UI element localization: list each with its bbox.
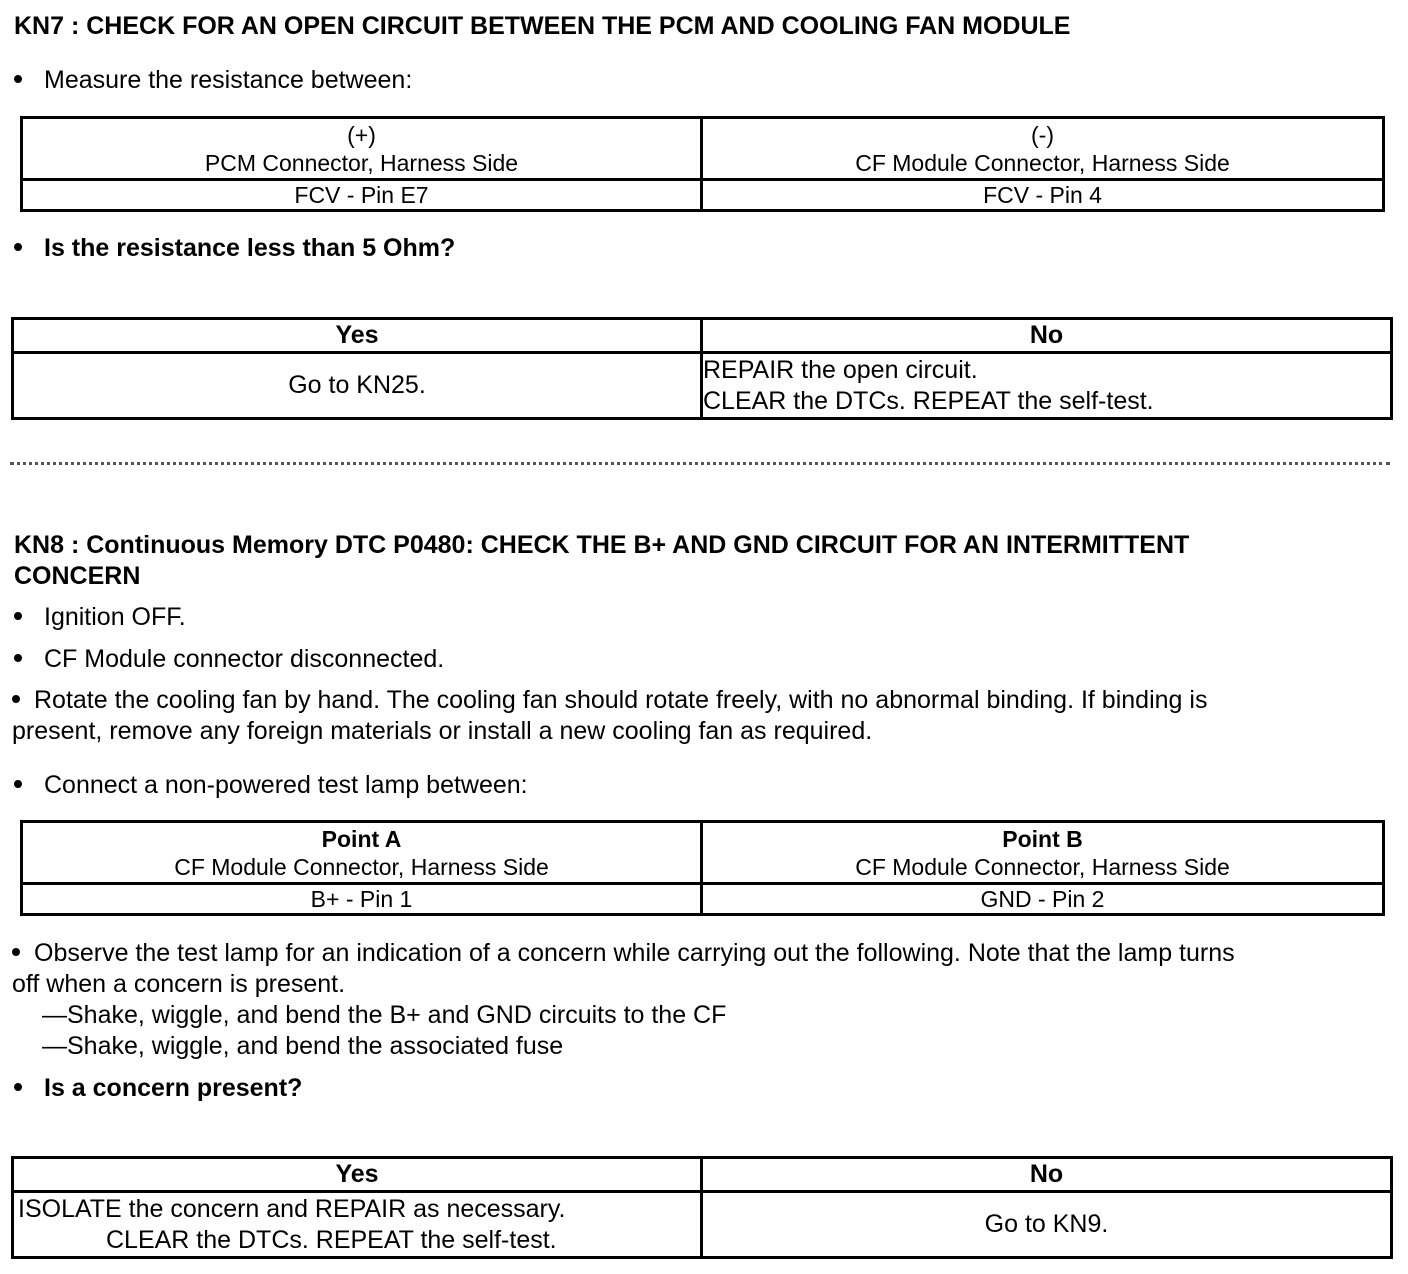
kn8-no-action: Go to KN9. [702,1192,1392,1258]
kn8-step-ignition [14,602,186,633]
kn7-meas-left-pin: FCV - Pin E7 [22,180,702,211]
bullet-icon [14,612,22,620]
bullet-icon [14,1083,22,1091]
kn7-yes-header: Yes [13,319,702,353]
kn8-lamp-left-pin: B+ - Pin 1 [22,884,702,915]
kn8-yes-action [13,1192,702,1258]
kn7-step-measure [14,65,412,96]
kn8-heading-line2: CONCERN [14,562,141,590]
kn7-result-table [11,317,1393,420]
kn8-yes-header: Yes [13,1158,702,1192]
kn8-lamp-left-header [22,822,702,884]
kn8-step-rotate-line1: Rotate the cooling fan by hand. The cooling fan should rotate freely, with no abnormal binding. If binding is [34,686,1208,714]
kn8-point-a: Point A [321,825,402,852]
kn8-step-observe [12,938,1402,1062]
kn8-step-observe-line2: off when a concern is present. [12,970,346,998]
kn8-lamp-right-pin: GND - Pin 2 [702,884,1384,915]
kn8-substep-fuse: —Shake, wiggle, and bend the associated fuse [42,1032,564,1060]
kn8-point-b-label: CF Module Connector, Harness Side [855,853,1230,880]
kn7-no-line1: REPAIR the open circuit. [703,355,978,384]
kn8-step-test-lamp [14,770,528,801]
kn8-lamp-right-header [702,822,1384,884]
kn8-yes-line1: ISOLATE the concern and REPAIR as necessary. [18,1194,566,1223]
kn8-step-connector [14,644,444,675]
kn7-question [14,233,455,264]
bullet-icon [14,654,22,662]
kn7-meas-left-header [22,118,702,180]
kn8-question [14,1073,302,1104]
bullet-icon [12,948,20,956]
kn7-no-header: No [702,319,1392,353]
kn8-substep-circuits: —Shake, wiggle, and bend the B+ and GND circuits to the CF [42,1001,727,1029]
kn8-heading [14,530,1394,592]
kn7-measurement-table [20,116,1385,212]
kn8-step-test-lamp-text: Connect a non-powered test lamp between: [44,771,528,799]
kn7-no-action [702,353,1392,419]
kn8-heading-line1: KN8 : Continuous Memory DTC P0480: CHECK THE B+ AND GND CIRCUIT FOR AN INTERMITTENT [14,531,1190,559]
kn8-step-rotate-line2: present, remove any foreign materials or install a new cooling fan as required. [12,717,873,745]
kn8-lamp-table [20,820,1385,916]
kn8-yes-line2: CLEAR the DTCs. REPEAT the self-test. [106,1225,557,1254]
kn7-question-text: Is the resistance less than 5 Ohm? [44,234,456,262]
bullet-icon [14,75,22,83]
kn7-meas-right-header [702,118,1384,180]
kn8-point-a-label: CF Module Connector, Harness Side [174,853,549,880]
kn7-step-measure-text: Measure the resistance between: [44,66,413,94]
kn7-meas-right-pin: FCV - Pin 4 [702,180,1384,211]
kn8-step-ignition-text: Ignition OFF. [44,603,186,631]
kn8-question-text: Is a concern present? [44,1074,303,1102]
bullet-icon [12,695,20,703]
kn8-no-header: No [702,1158,1392,1192]
kn7-no-line2: CLEAR the DTCs. REPEAT the self-test. [703,386,1154,415]
kn7-meas-left-sign: (+) [347,121,376,148]
bullet-icon [14,780,22,788]
kn7-meas-right-label: CF Module Connector, Harness Side [855,149,1230,176]
kn8-point-b: Point B [1002,825,1083,852]
kn7-yes-action: Go to KN25. [13,353,702,419]
kn7-meas-left-label: PCM Connector, Harness Side [204,149,519,176]
kn8-step-connector-text: CF Module connector disconnected. [44,645,445,673]
section-divider [10,462,1390,465]
bullet-icon [14,243,22,251]
kn7-meas-right-sign: (-) [1031,121,1054,148]
kn7-heading: KN7 : CHECK FOR AN OPEN CIRCUIT BETWEEN THE PCM AND COOLING FAN MODULE [14,12,1071,40]
kn8-step-observe-line1: Observe the test lamp for an indication of a concern while carrying out the following. Note that the lamp turns [34,939,1235,967]
kn8-step-rotate-fan [12,685,1392,747]
kn8-result-table [11,1156,1393,1259]
